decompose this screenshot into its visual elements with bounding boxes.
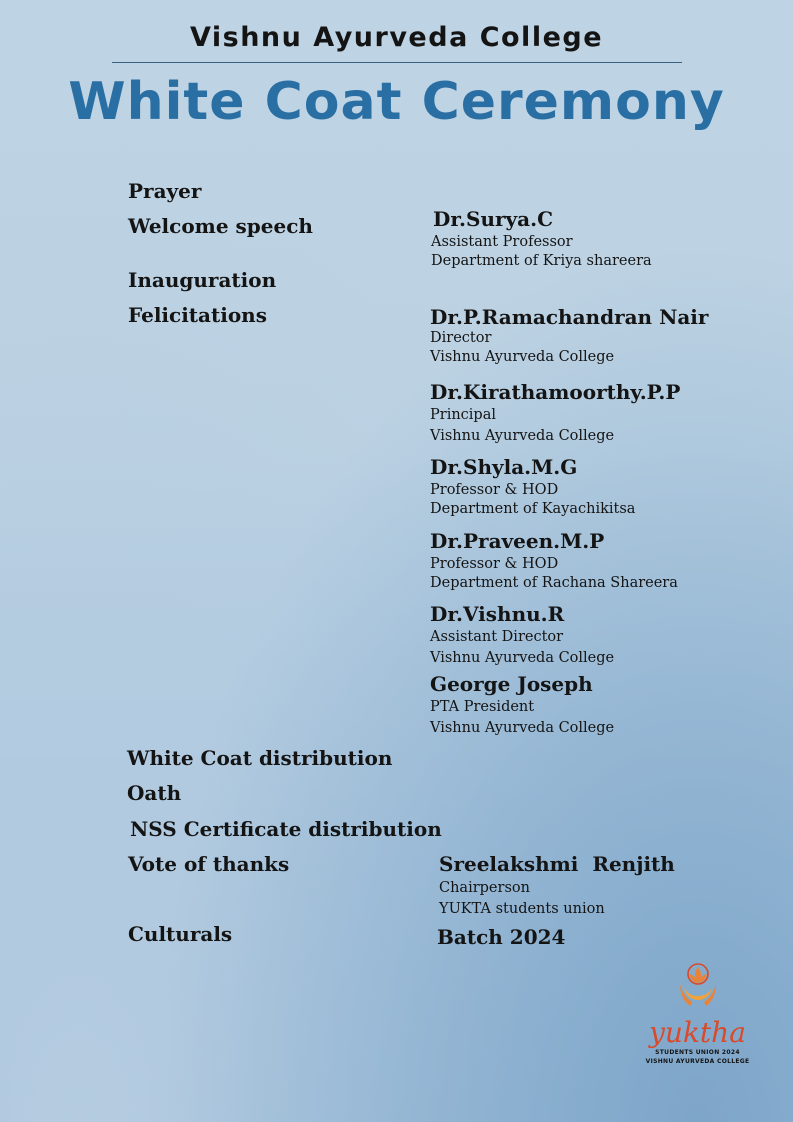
person-name: George Joseph: [430, 672, 593, 696]
welcome-speaker: [433, 207, 652, 271]
speaker-organization: YUKTA students union: [439, 901, 605, 917]
person-designation: Professor & HOD: [430, 482, 559, 498]
programme-item-vote-of-thanks: Vote of thanks: [128, 852, 290, 876]
header-divider: [112, 62, 682, 63]
speaker-designation: Assistant Professor: [431, 234, 573, 250]
college-name: Vishnu Ayurveda College: [189, 22, 604, 53]
logo-union-label: STUDENTS UNION 2024: [655, 1049, 740, 1056]
person-name: Dr.Vishnu.R: [430, 602, 565, 626]
culturals-batch: Batch 2024: [437, 925, 566, 949]
person-designation: Director: [430, 330, 492, 346]
felicitation-person: [430, 305, 708, 367]
speaker-name: Sreelakshmi Renjith: [439, 852, 675, 876]
logo-college-label: VISHNU AYURVEDA COLLEGE: [645, 1058, 750, 1065]
person-designation: PTA President: [430, 699, 535, 715]
programme-item-felicitations: Felicitations: [128, 303, 267, 327]
programme-item-oath: Oath: [127, 781, 182, 805]
felicitation-person: [430, 602, 614, 668]
event-title: White Coat Ceremony: [68, 72, 725, 132]
programme-item-prayer: Prayer: [128, 179, 202, 203]
person-affiliation: Department of Rachana Shareera: [430, 575, 678, 591]
person-affiliation: Vishnu Ayurveda College: [430, 349, 615, 365]
person-affiliation: Vishnu Ayurveda College: [430, 428, 615, 444]
programme-item-welcome-speech: Welcome speech: [128, 214, 313, 238]
felicitation-person: [430, 455, 635, 519]
programme-item-inauguration: Inauguration: [128, 268, 277, 292]
speaker-department: Department of Kriya shareera: [431, 253, 652, 269]
programme-item-culturals: Culturals: [128, 922, 233, 946]
person-affiliation: Department of Kayachikitsa: [430, 501, 636, 517]
yuktha-logo: [640, 962, 755, 1077]
person-name: Dr.Kirathamoorthy.P.P: [430, 380, 681, 404]
logo-wordmark: yuktha: [649, 1016, 746, 1049]
speaker-name: Dr.Surya.C: [433, 207, 553, 231]
felicitation-person: [430, 380, 680, 446]
thanks-speaker: [439, 852, 675, 919]
person-name: Dr.Shyla.M.G: [430, 455, 578, 479]
person-affiliation: Vishnu Ayurveda College: [430, 720, 615, 736]
person-designation: Assistant Director: [430, 629, 564, 645]
programme-item-nss-certificate: NSS Certificate distribution: [130, 817, 442, 841]
programme-item-white-coat-distribution: White Coat distribution: [127, 746, 393, 770]
speaker-designation: Chairperson: [439, 880, 530, 896]
person-affiliation: Vishnu Ayurveda College: [430, 650, 615, 666]
felicitation-person: [430, 529, 678, 593]
person-designation: Principal: [430, 407, 496, 423]
person-designation: Professor & HOD: [430, 556, 559, 572]
person-name: Dr.P.Ramachandran Nair: [430, 305, 709, 329]
lotus-hands-icon: [676, 962, 720, 1012]
person-name: Dr.Praveen.M.P: [430, 529, 605, 553]
felicitation-person: [430, 672, 614, 738]
